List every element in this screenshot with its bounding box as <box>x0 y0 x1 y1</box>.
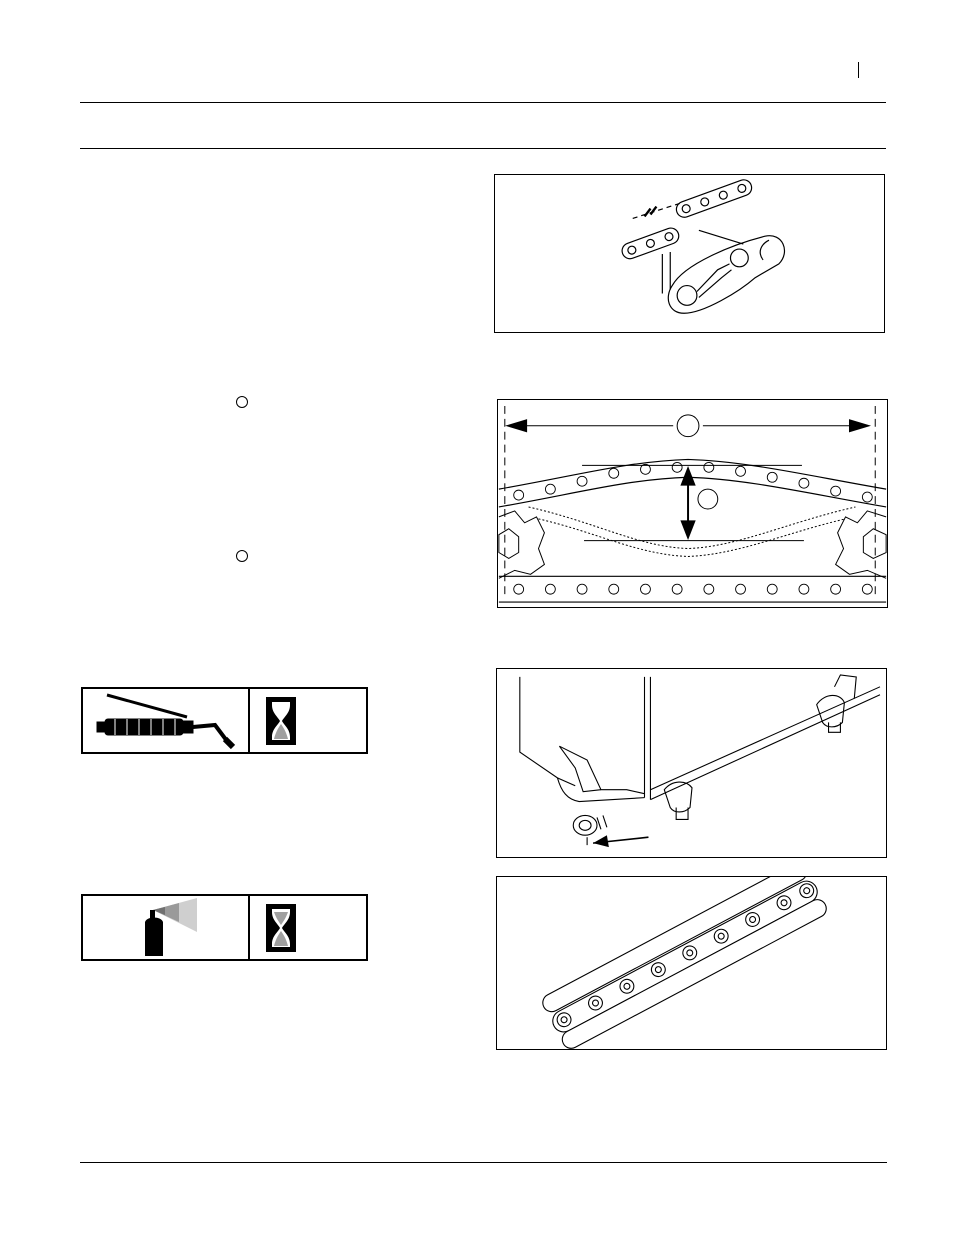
chain-tension-measurement-illustration <box>498 400 887 607</box>
roller-chain-figure <box>496 876 887 1050</box>
hourglass-icon <box>266 904 296 952</box>
chain-slack-figure <box>497 399 888 608</box>
chain-connector-link-illustration <box>495 175 884 332</box>
header-rule-top <box>80 102 886 103</box>
symbol-divider <box>248 896 250 959</box>
footer-rule <box>80 1162 887 1163</box>
grease-fitting-figure <box>496 668 887 858</box>
header-page-marker <box>858 62 859 78</box>
grease-gun-symbol <box>81 687 368 754</box>
hourglass-icon <box>266 697 296 745</box>
grease-gun-icon <box>87 689 253 752</box>
text-callout-2 <box>236 550 248 562</box>
spray-lube-symbol <box>81 894 368 961</box>
spray-can-icon <box>139 898 199 958</box>
connector-link-figure <box>494 174 885 333</box>
header-rule-bottom <box>80 148 886 149</box>
roller-chain-illustration <box>497 877 886 1049</box>
grease-fitting-location-illustration <box>497 669 886 857</box>
text-callout-1 <box>236 396 248 408</box>
symbol-divider <box>248 689 250 752</box>
